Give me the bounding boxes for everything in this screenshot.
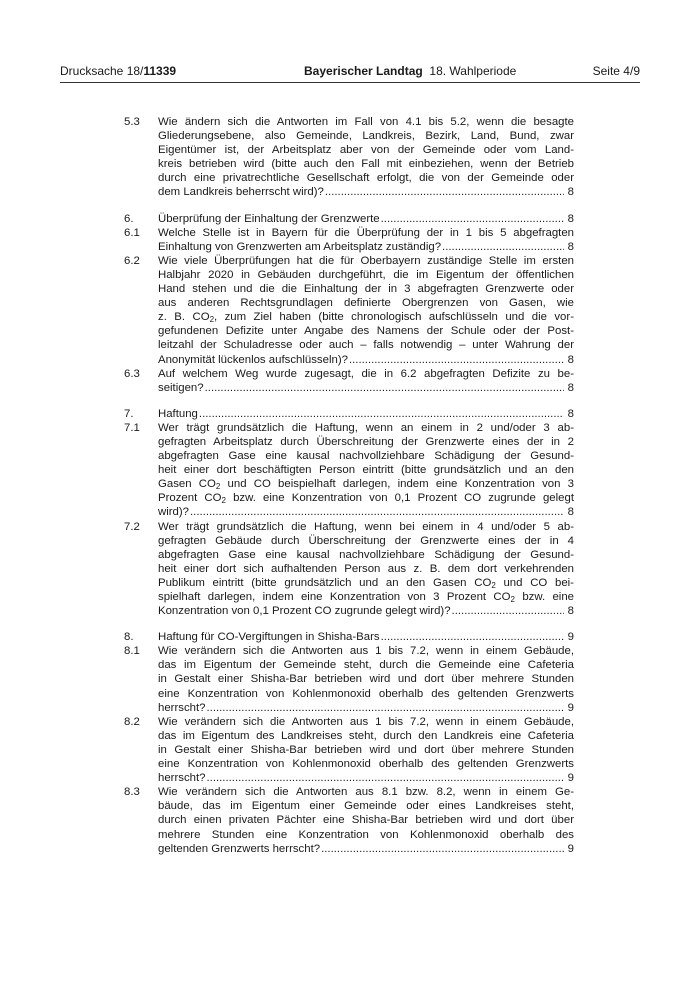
toc-entry-line: Halbjahr 2020 in Gebäuden durchgeführt, die im Eigentum der öffentlichen [158, 268, 574, 281]
toc-entry-last-line [158, 185, 574, 199]
toc-entry-text [158, 630, 574, 644]
toc-entry [124, 367, 574, 395]
dot-leader [349, 353, 564, 367]
toc-entry [124, 421, 574, 520]
dot-leader [206, 771, 564, 785]
toc-entry [124, 226, 574, 254]
toc-entry [124, 630, 574, 644]
toc-entry-line: Eigentümer ist, der Arbeitsplatz aber von der Gemeinde oder vom Land- [158, 144, 574, 157]
toc-entry-last-line [158, 630, 574, 644]
toc-entry-line: leitzahl der Schuladresse oder auch – falls notwendig – unter Wahrung der [158, 339, 574, 352]
toc-page-number: 8 [567, 212, 574, 225]
toc-entry-last-line [158, 771, 574, 785]
toc-entry-last-line [158, 381, 574, 395]
toc-entry-text [158, 115, 574, 200]
toc-entry-line: das im Eigentum der Gemeinde steht, durch die Gemeinde eine Cafeteria [158, 659, 574, 672]
toc-entry [124, 715, 574, 785]
toc-entry-title-end: seitigen? [158, 381, 204, 394]
toc-page-number: 9 [567, 701, 574, 714]
toc-entry-line: in Gestalt einer Shisha-Bar betrieben wird und dort über mehrere Stunden [158, 673, 574, 686]
toc-entry-line: z. B. $CO_2$, zum Ziel haben (bitte chronologisch aufschlüsseln und die vor- [158, 311, 574, 325]
dot-leader [199, 407, 564, 421]
toc-entry-line: in Gestalt einer Shisha-Bar betrieben wird und dort über mehrere Stunden [158, 743, 574, 756]
toc-entry-last-line [158, 842, 574, 856]
toc-entry-number: 8.1 [124, 645, 140, 658]
parliament-title: Bayerischer Landtag 18. Wahlperiode [304, 64, 517, 78]
toc-entry-title-end: wird)? [158, 506, 190, 519]
toc-entry-last-line [158, 701, 574, 715]
toc-entry [124, 520, 574, 619]
toc-entry-line: Gliederungsebene, also Gemeinde, Landkreis, Bezirk, Land, Bund, zwar [158, 130, 574, 143]
toc-entry-number: 8. [124, 631, 134, 644]
toc-entry-number: 7. [124, 407, 134, 420]
toc-entry-text [158, 644, 574, 714]
document-number: Drucksache 18/11339 [60, 64, 177, 78]
toc-entry-line: Wie verändern sich die Antworten aus 1 bis 7.2, wenn in einem Gebäude, [158, 715, 574, 728]
dot-leader [325, 185, 564, 199]
toc-entry-title-end: herrscht? [158, 701, 206, 714]
toc-entry [124, 115, 574, 200]
toc-entry [124, 407, 574, 421]
dot-leader [205, 381, 564, 395]
toc-entry-text [158, 785, 574, 855]
toc-entry-line: Hand stehen und die die Einhaltung der in 3 abgefragten Grenzwerte oder [158, 283, 574, 296]
toc-page-number: 9 [567, 842, 574, 855]
dot-leader [321, 842, 564, 856]
toc-entry-title-end: herrscht? [158, 772, 206, 785]
toc-entry-title-end: Haftung für CO-Vergiftungen in Shisha-Bars [158, 631, 380, 644]
toc-page-number: 9 [567, 631, 574, 644]
toc-entry-line: eine Konzentration von Kohlenmonoxid oberhalb des geltenden Grenzwerts [158, 758, 574, 771]
toc-entry-line: gefragten Gebäude durch Überschreitung der Grenzwerte eines der in 4 [158, 534, 574, 547]
toc-entry-number: 7.2 [124, 520, 140, 533]
toc-entry-line: Wie ändern sich die Antworten im Fall von 4.1 bis 5.2, wenn die besagte [158, 116, 574, 128]
toc-entry-last-line [158, 353, 574, 367]
toc-entry-last-line [158, 407, 574, 421]
toc-entry-line: Welche Stelle ist in Bayern für die Überprüfung der in 1 bis 5 abgefragten [158, 226, 574, 239]
toc-entry [124, 212, 574, 226]
toc-entry-title-end: Überprüfung der Einhaltung der Grenzwerte [158, 212, 380, 225]
toc-entry-text [158, 226, 574, 254]
dot-leader [381, 630, 564, 644]
dot-leader [442, 240, 564, 254]
toc-entry-line: aus anderen Rechtsgrundlagen definierte Obergrenzen von Gasen, wie [158, 297, 574, 310]
toc-entry-line: Wie viele Überprüfungen hat die für Oberbayern zuständige Stelle im ersten [158, 254, 574, 267]
toc-entry-line: Gasen $CO_2$ und CO beispielhaft darlegen, indem eine Konzentration von 3 [158, 478, 574, 492]
toc-entry-line: durch eine privatrechtliche Gesellschaft erfolgt, die von der Gemeinde oder [158, 172, 574, 185]
toc-entry-line: heit einer dort sich aufhaltenden Person aus z. B. dem dort verkehrenden [158, 562, 574, 575]
toc-entry-number: 8.3 [124, 786, 140, 799]
toc-entry-text [158, 367, 574, 395]
toc-entry-text [158, 520, 574, 619]
toc-entry-line: kreis betrieben wird (bitte auch den Fall mit einbeziehen, wenn der Betrieb [158, 158, 574, 171]
dot-leader [206, 701, 564, 715]
toc-entry-title-end: geltenden Grenzwerts herrscht? [158, 842, 321, 855]
toc-entry-title-end: Anonymität lückenlos aufschlüsseln)? [158, 353, 348, 366]
dot-leader [381, 212, 564, 226]
toc-entry-line: abgefragten Gase eine kausal nachvollziehbare Schädigung der Gesund- [158, 450, 574, 463]
toc-entry-text [158, 715, 574, 785]
toc-entry-number: 6.2 [124, 254, 140, 267]
toc-page-number: 8 [567, 240, 574, 253]
toc-entry-number: 6. [124, 212, 134, 225]
table-of-contents [124, 115, 574, 856]
toc-entry-text [158, 421, 574, 520]
toc-page-number: 9 [567, 772, 574, 785]
toc-entry-last-line [158, 240, 574, 254]
toc-entry-line: mehrere Stunden eine Konzentration von Kohlenmonoxid oberhalb des [158, 828, 574, 841]
toc-entry-title-end: dem Landkreis beherrscht wird)? [158, 186, 324, 199]
toc-page-number: 8 [567, 605, 574, 618]
toc-entry-title-end: Konzentration von 0,1 Prozent CO zugrunde gelegt wird)? [158, 605, 451, 618]
toc-page-number: 8 [567, 186, 574, 199]
toc-entry-line: gefundenen Defizite unter Angabe des Namens der Schule oder der Post- [158, 325, 574, 338]
toc-entry-text [158, 407, 574, 421]
dot-leader [452, 604, 564, 618]
toc-entry-line: Publikum eintritt (bitte grundsätzlich und an den Gasen $CO_2$ und CO bei- [158, 576, 574, 590]
toc-entry-title-end: Haftung [158, 407, 198, 420]
toc-entry-last-line [158, 505, 574, 519]
toc-entry-line: spielhaft darlegen, indem eine Konzentration von 3 Prozent $CO_2$ bzw. eine [158, 591, 574, 604]
toc-entry-last-line [158, 604, 574, 618]
page-number: Seite 4/9 [592, 64, 640, 78]
toc-page-number: 8 [567, 353, 574, 366]
toc-entry-number: 6.1 [124, 226, 140, 239]
toc-entry-line: abgefragten Gase eine kausal nachvollziehbare Schädigung der Gesund- [158, 548, 574, 561]
toc-entry-line: Wer trägt grundsätzlich die Haftung, wenn bei einem in 4 und/oder 5 ab- [158, 520, 574, 533]
toc-entry [124, 785, 574, 855]
page-header [60, 64, 640, 83]
toc-entry-line: Prozent $CO_2$ bzw. eine Konzentration von 0,1 Prozent CO zugrunde gelegt [158, 492, 574, 506]
toc-entry-line: das im Eigentum des Landkreises steht, durch den Landkreis eine Cafeteria [158, 729, 574, 742]
toc-entry [124, 644, 574, 714]
toc-page-number: 8 [567, 407, 574, 420]
toc-entry-line: Auf welchem Weg wurde zugesagt, die in 6.2 abgefragten Defizite zu be- [158, 367, 574, 380]
toc-entry-text [158, 212, 574, 226]
toc-entry-number: 7.1 [124, 421, 140, 434]
toc-entry-line: Wie verändern sich die Antworten aus 8.1 bzw. 8.2, wenn in einem Ge- [158, 786, 574, 799]
toc-entry-line: eine Konzentration von Kohlenmonoxid oberhalb des geltenden Grenzwerts [158, 687, 574, 700]
toc-entry-number: 8.2 [124, 715, 140, 728]
toc-entry-line: bäude, das im Eigentum einer Gemeinde oder eines Landkreises steht, [158, 800, 574, 813]
toc-entry-line: durch einen privaten Pächter eine Shisha-Bar betrieben wird und dort über [158, 814, 574, 827]
toc-entry-line: Wer trägt grundsätzlich die Haftung, wenn an einem in 2 und/oder 3 ab- [158, 421, 574, 434]
toc-entry [124, 254, 574, 367]
toc-entry-line: heit einer dort beschäftigten Person eintritt (bitte grundsätzlich und an den [158, 464, 574, 477]
toc-entry-title-end: Einhaltung von Grenzwerten am Arbeitsplatz zuständig? [158, 240, 442, 253]
toc-entry-number: 6.3 [124, 367, 140, 380]
toc-page-number: 8 [567, 506, 574, 519]
dot-leader [190, 505, 564, 519]
toc-entry-line: Wie verändern sich die Antworten aus 1 bis 7.2, wenn in einem Gebäude, [158, 645, 574, 658]
toc-entry-line: gefragten Arbeitsplatz durch Überschreitung der Grenzwerte eines der in 2 [158, 435, 574, 448]
toc-entry-text [158, 254, 574, 367]
toc-entry-last-line [158, 212, 574, 226]
toc-page-number: 8 [567, 381, 574, 394]
toc-entry-number: 5.3 [124, 116, 140, 128]
